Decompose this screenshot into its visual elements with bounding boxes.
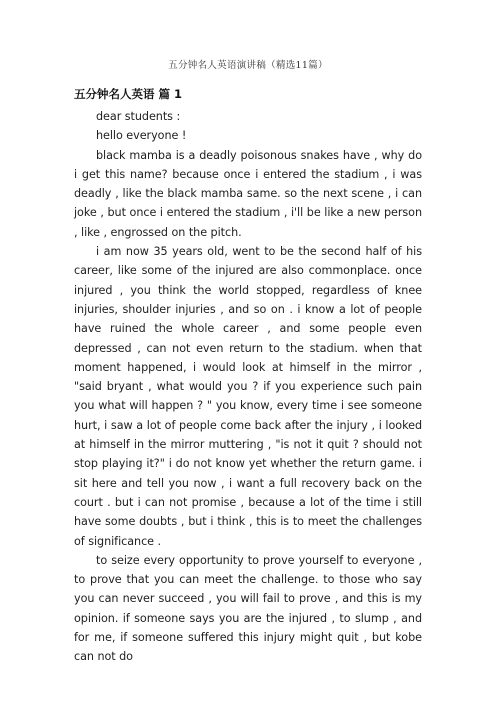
greeting-paragraph: hello everyone ! — [96, 129, 187, 143]
salutation-paragraph: dear students : — [96, 110, 181, 123]
body-paragraph-1: black mamba is a deadly poisonous snakes have , why do i get this name? because once i entered the stadium , i was deadly , like the black mamba same. so the next scene , i can joke , but once i entered the stadium , i'll be like a new person , like , engrossed on the pitch. — [74, 148, 422, 239]
section-heading: 五分钟名人英语 篇 1 — [74, 87, 183, 101]
document-header-title: 五分钟名人英语演讲稿（精选11篇） — [168, 60, 328, 71]
body-paragraph-3: to seize every opportunity to prove yourself to everyone , to prove that you can meet the challenge. to those who say you can never succeed , you will fail to prove , and this is my opinion. if someone says you are the injured , to slump , and for me, if someone suffered this injury might quit , but kobe can not do — [74, 553, 422, 664]
body-paragraph-2: i am now 35 years old, went to be the second half of his career, like some of the injured are also commonplace. once injured , you think the world stopped, regardless of knee injuries, shoulder injuries , and so on . i know a lot of people have ruined the whole career , and some people even depressed , can not even return to the stadium. when that moment happened, i would look at himself in the mirror , "said bryant , what would you ? if you experience such pain you what will happen ? " you know, every time i see someone hurt, i saw a lot of people come back after the injury , i looked at himself in the mirror muttering , "is not it quit ? should not stop playing it?" i do not know yet whether the return game. i sit here and tell you now , i want a full recovery back on the court . but i can not promise , because a lot of the time i still have some doubts , but i think , this is to meet the challenges of significance . — [74, 245, 422, 548]
document-body — [74, 86, 422, 667]
